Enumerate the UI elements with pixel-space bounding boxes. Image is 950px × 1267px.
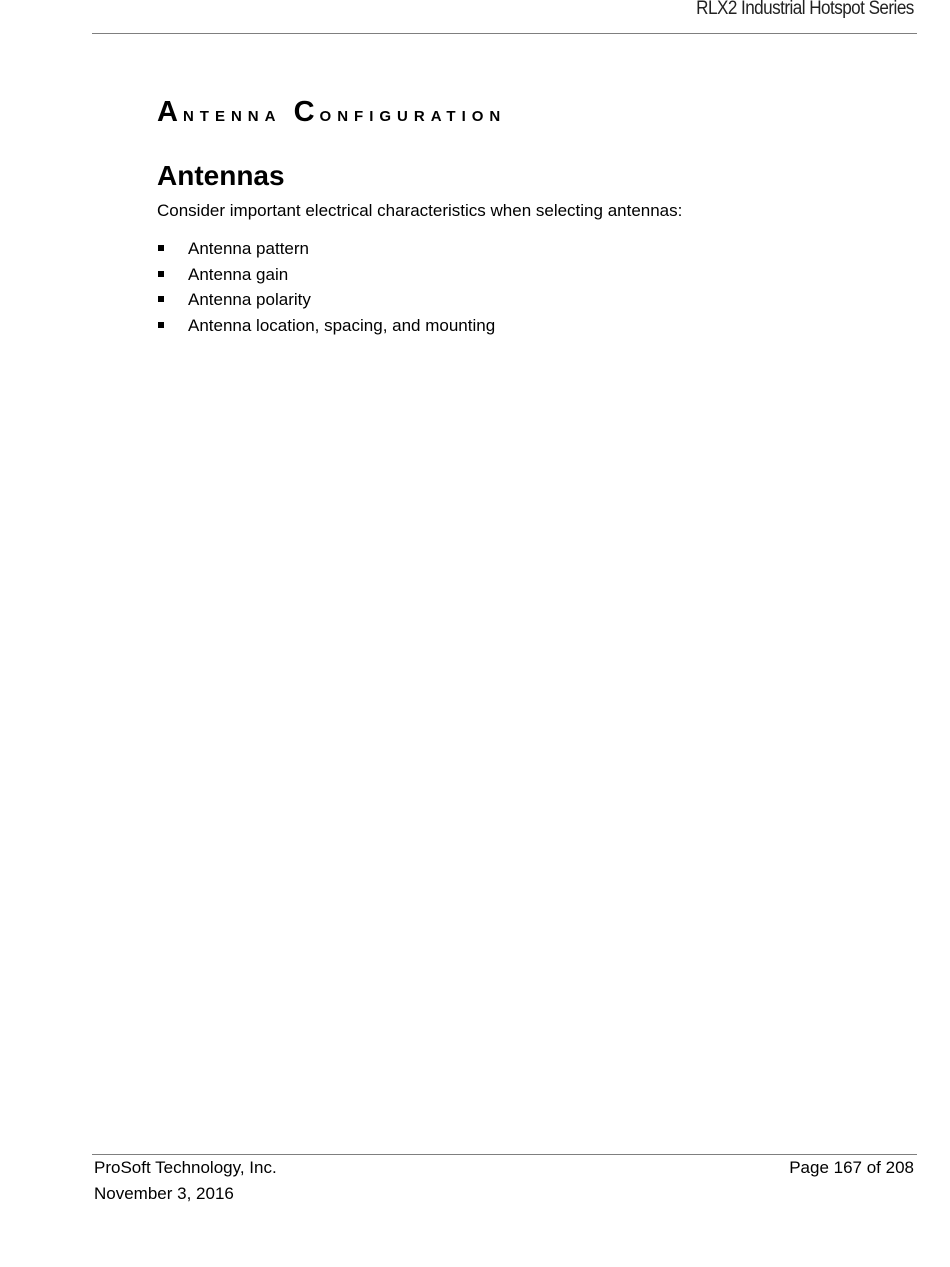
list-item-text: Antenna pattern	[188, 239, 309, 258]
document-series-title: RLX2 Industrial Hotspot Series	[696, 0, 914, 19]
section-intro: Consider important electrical characteristics when selecting antennas:	[157, 201, 683, 220]
chapter-title-word-1: ntenna	[182, 101, 282, 126]
square-bullet-icon	[158, 322, 164, 328]
chapter-title	[157, 96, 506, 129]
list-item	[157, 262, 495, 288]
footer-date: November 3, 2016	[94, 1184, 234, 1203]
list-item	[157, 287, 495, 313]
square-bullet-icon	[158, 296, 164, 302]
footer-company: ProSoft Technology, Inc.	[94, 1158, 277, 1177]
list-item	[157, 313, 495, 339]
square-bullet-icon	[158, 245, 164, 251]
list-item-text: Antenna polarity	[188, 290, 311, 309]
footer-page-number: Page 167 of 208	[789, 1158, 914, 1177]
page-footer	[92, 1154, 917, 1203]
chapter-title-initial-1: A	[157, 96, 183, 128]
section-title: Antennas	[157, 160, 285, 191]
chapter-title-initial-2: C	[293, 96, 320, 128]
list-item-text: Antenna location, spacing, and mounting	[188, 315, 496, 335]
chapter-title-word-2: onfiguration	[319, 101, 507, 126]
characteristics-list	[157, 236, 495, 338]
list-item	[157, 236, 495, 262]
list-item-text: Antenna gain	[188, 264, 289, 284]
page-header	[92, 0, 917, 34]
chapter-title-space	[281, 101, 293, 126]
square-bullet-icon	[158, 271, 164, 277]
